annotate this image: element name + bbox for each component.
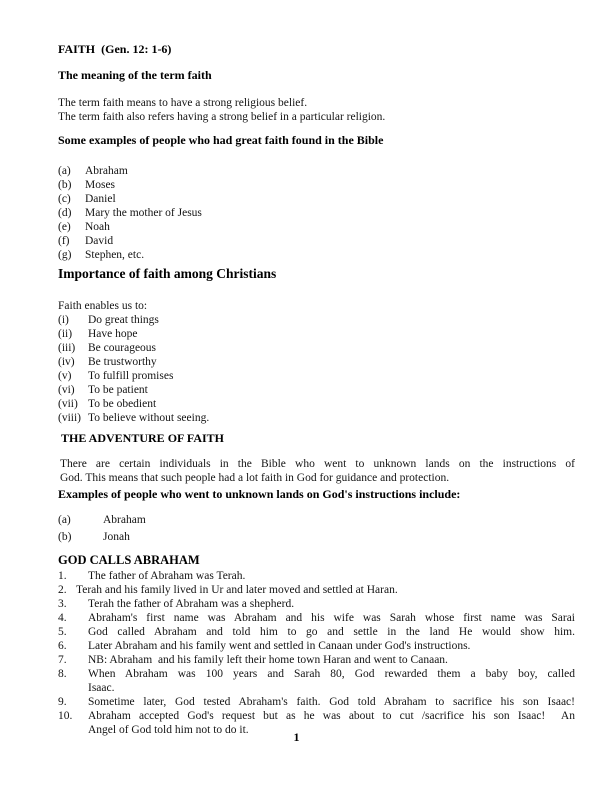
list-item [58, 206, 575, 220]
numbered-item [58, 709, 575, 737]
page-number: 1 [293, 730, 300, 744]
list-text: Abraham [85, 165, 128, 177]
numbered-item [58, 611, 575, 625]
item-text: God called Abraham and told him to go and settle in the land He would show him. [88, 626, 575, 638]
item-number: 4. [58, 612, 67, 624]
list-marker: (b) [58, 179, 72, 191]
list-marker: (ii) [58, 328, 73, 340]
list-marker: (d) [58, 207, 72, 219]
list-text: To be patient [88, 384, 148, 396]
numbered-item [58, 597, 575, 611]
item-text: Abraham's first name was Abraham and his wife was Sarah whose first name was Sarai [88, 612, 575, 624]
list-text: Have hope [88, 328, 138, 340]
faith-enables-intro: Faith enables us to: [58, 300, 148, 312]
adventure-line-1: There are certain individuals in the Bible who went to unknown lands on the instructions of [60, 458, 575, 470]
list-item [58, 383, 575, 397]
item-text-line-1: Abraham accepted God's request but as he was about to cut /sacrifice his son Isaac! An [88, 710, 575, 722]
item-text-line-2: Angel of God told him not to do it. [88, 724, 249, 736]
numbered-item [58, 653, 575, 667]
item-number: 8. [58, 668, 67, 680]
list-marker: (f) [58, 235, 70, 247]
heading-adventure-of-faith: THE ADVENTURE OF FAITH [61, 431, 225, 445]
numbered-item [58, 625, 575, 639]
list-marker: (viii) [58, 412, 81, 424]
item-number: 2. [58, 584, 67, 596]
list-item [58, 397, 575, 411]
heading-god-calls-abraham: GOD CALLS ABRAHAM [58, 553, 200, 567]
heading-meaning-of-faith: The meaning of the term faith [58, 68, 212, 82]
numbered-item [58, 667, 575, 695]
list-text: Do great things [88, 314, 159, 326]
list-text: Daniel [85, 193, 116, 205]
item-number: 1. [58, 570, 67, 582]
item-number: 5. [58, 626, 67, 638]
list-marker: (vii) [58, 398, 78, 410]
adventure-line-2: God. This means that such people had a lot faith in God for guidance and protection. [60, 472, 450, 484]
list-marker: (iii) [58, 342, 76, 354]
list-item [58, 529, 575, 546]
item-text-line-1: When Abraham was 100 years and Sarah 80, God rewarded them a baby boy, called [88, 668, 575, 680]
faith-definition-paragraph [58, 96, 575, 124]
list-text: Be trustworthy [88, 356, 157, 368]
definition-line-1: The term faith means to have a strong religious belief. [58, 97, 308, 109]
item-text-line-2: Isaac. [88, 682, 115, 694]
list-marker: (v) [58, 370, 72, 382]
list-marker: (iv) [58, 356, 75, 368]
list-text: Stephen, etc. [85, 249, 145, 261]
faith-enables-list [58, 313, 575, 425]
item-text: Terah and his family lived in Ur and later moved and settled at Haran. [76, 584, 398, 596]
list-item [58, 313, 575, 327]
list-text: David [85, 235, 114, 247]
list-item [58, 234, 575, 248]
list-marker: (i) [58, 314, 69, 326]
item-number: 10. [58, 710, 73, 722]
list-text: To believe without seeing. [88, 412, 210, 424]
list-item [58, 248, 575, 262]
numbered-item [58, 695, 575, 709]
item-text: Sometime later, God tested Abraham's faith. God told Abraham to sacrifice his son Isaac! [88, 696, 575, 708]
list-text: Moses [85, 179, 116, 191]
item-number: 9. [58, 696, 67, 708]
list-item [58, 164, 575, 178]
list-item [58, 327, 575, 341]
list-marker: (e) [58, 221, 71, 233]
list-text: To be obedient [88, 398, 157, 410]
list-item [58, 411, 575, 425]
list-marker: (vi) [58, 384, 75, 396]
list-item [58, 369, 575, 383]
heading-faith: FAITH (Gen. 12: 1-6) [58, 42, 172, 56]
definition-line-2: The term faith also refers having a strong belief in a particular religion. [58, 111, 386, 123]
heading-examples-bible: Some examples of people who had great faith found in the Bible [58, 133, 384, 147]
unknown-lands-list [58, 512, 575, 546]
list-item [58, 355, 575, 369]
list-marker: (b) [58, 531, 72, 543]
list-text: Jonah [103, 531, 130, 543]
item-text: Terah the father of Abraham was a shepherd. [88, 598, 295, 610]
item-text: NB: Abraham and his family left their home town Haran and went to Canaan. [88, 654, 448, 666]
abraham-facts-list [58, 569, 575, 737]
list-item [58, 512, 575, 529]
item-text: Later Abraham and his family went and settled in Canaan under God's instructions. [88, 640, 471, 652]
numbered-item [58, 639, 575, 653]
heading-unknown-lands: Examples of people who went to unknown lands on God's instructions include: [58, 487, 461, 501]
adventure-paragraph [58, 457, 575, 485]
list-marker: (a) [58, 165, 71, 177]
item-number: 7. [58, 654, 67, 666]
heading-importance-of-faith: Importance of faith among Christians [58, 266, 277, 281]
list-text: Abraham [103, 514, 146, 526]
list-text: Noah [85, 221, 110, 233]
list-item [58, 220, 575, 234]
numbered-item [58, 583, 575, 597]
list-item [58, 341, 575, 355]
list-text: To fulfill promises [88, 370, 174, 382]
list-text: Be courageous [88, 342, 157, 354]
list-marker: (c) [58, 193, 71, 205]
list-item [58, 192, 575, 206]
bible-faith-examples-list [58, 164, 575, 262]
list-text: Mary the mother of Jesus [85, 207, 202, 219]
numbered-item [58, 569, 575, 583]
item-number: 3. [58, 598, 67, 610]
list-marker: (a) [58, 514, 71, 526]
item-number: 6. [58, 640, 67, 652]
list-item [58, 178, 575, 192]
list-marker: (g) [58, 249, 72, 261]
item-text: The father of Abraham was Terah. [88, 570, 246, 582]
